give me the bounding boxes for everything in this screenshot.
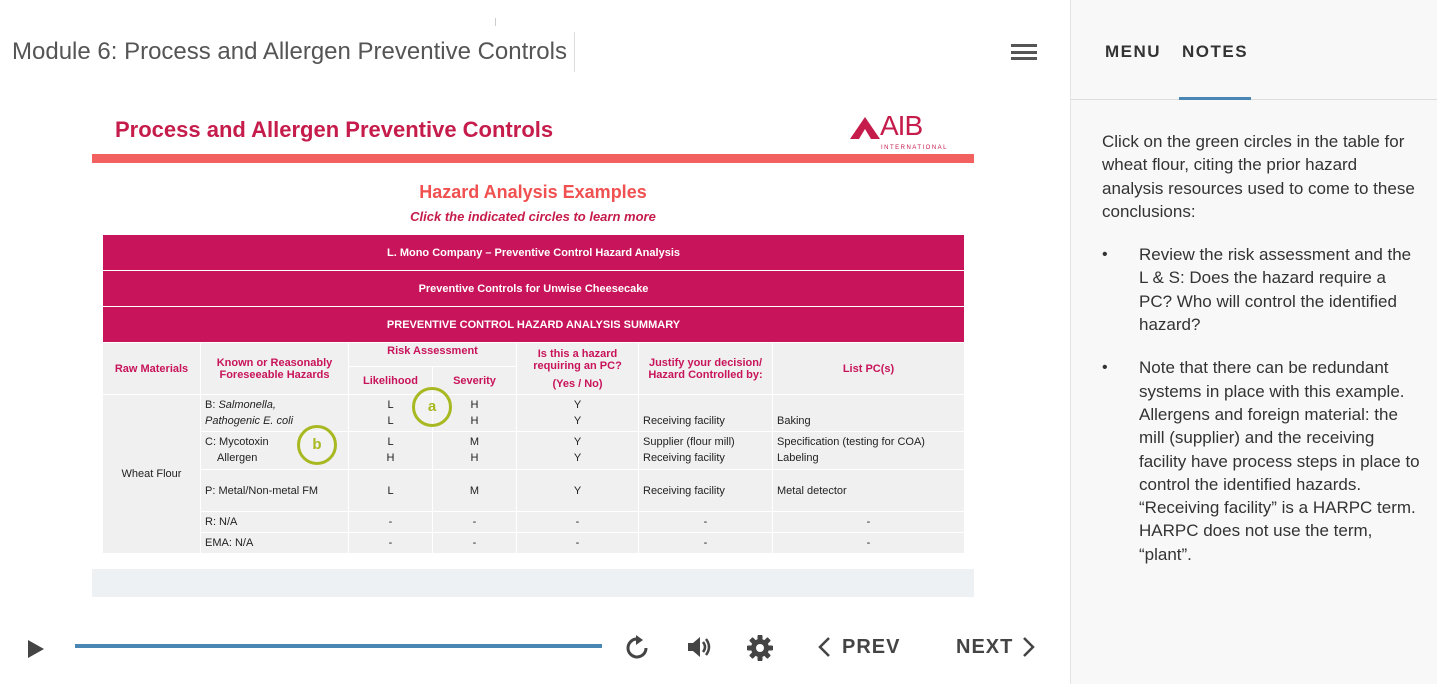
slide-title: Process and Allergen Preventive Controls [115,117,554,142]
column-header: Risk Assessment [349,343,517,367]
justify-cell: Receiving facility [639,470,773,512]
column-header: Raw Materials [103,343,201,395]
likelihood-value: L [387,415,394,427]
header-divider [574,32,575,72]
likelihood-cell: - [349,533,433,554]
hamburger-icon[interactable] [1011,44,1037,60]
play-icon[interactable] [26,639,46,659]
table-row [103,470,965,512]
module-title: Module 6: Process and Allergen Preventive Controls [12,38,567,65]
player-header [0,0,1070,100]
severity-value: H [470,415,479,427]
severity-value: M [469,436,480,448]
next-label: NEXT [956,635,1014,658]
logo-text: AIB [880,110,923,141]
hazard-prefix: B: [205,399,219,411]
column-header-line: Justify your decision/ [648,356,763,369]
slide-canvas [92,105,974,597]
column-header: Severity [433,367,517,395]
chevron-left-icon [816,635,834,659]
pc-list-cell: - [773,512,965,533]
likelihood-value: L [387,399,394,411]
logo-subtext: INTERNATIONAL [880,145,948,151]
table-banner: L. Mono Company – Preventive Control Hazard Analysis [103,235,965,271]
sidebar [1070,0,1437,684]
logo-triangle-icon [850,117,880,139]
raw-material-cell: Wheat Flour [103,395,201,554]
notes-item: • Review the risk assessment and the L & S: Does the hazard require a PC? Who will control the identified hazard? [1102,243,1422,336]
player-controls [0,610,1070,684]
hotspot-circle-a[interactable]: a [412,387,452,427]
column-header-line: Foreseeable Hazards [219,368,330,381]
severity-cell [433,432,517,470]
likelihood-cell: L [349,470,433,512]
pc-required-value: Y [573,415,582,427]
severity-cell: - [433,533,517,554]
hazard-name: Salmonella, [218,399,276,411]
slide-subtitle: Hazard Analysis Examples [419,182,647,202]
table-row [103,512,965,533]
tab-menu[interactable]: MENU [1105,42,1162,61]
likelihood-value: H [386,452,395,464]
severity-value: H [470,452,479,464]
column-header: Likelihood [349,367,433,395]
replay-icon[interactable] [624,635,650,661]
column-header-line: requiring an PC? [533,359,622,372]
volume-icon[interactable] [686,634,714,660]
pc-list-cell [773,395,965,432]
prev-button[interactable] [816,632,900,662]
hazard-cell [201,395,349,432]
notes-intro: Click on the green circles in the table for wheat flour, citing the prior hazard analysis resources used to come to these conclusions: [1102,132,1415,221]
table-row [103,432,965,470]
likelihood-cell [349,432,433,470]
column-header [639,343,773,395]
hazard-cell: EMA: N/A [201,533,349,554]
column-header: List PC(s) [773,343,965,395]
pc-list-cell [773,432,965,470]
pc-required-value: Y [573,436,582,448]
sidebar-tabs [1071,0,1437,100]
justify-value: Supplier (flour mill) [643,436,735,448]
slide-instruction: Click the indicated circles to learn more [410,209,656,224]
pc-list-cell: Metal detector [773,470,965,512]
likelihood-cell: - [349,512,433,533]
justify-value: Receiving facility [643,415,725,427]
severity-cell: M [433,470,517,512]
pc-required-cell [517,395,639,432]
hazard-name: Allergen [217,452,258,464]
column-header-line: Is this a hazard [537,347,618,360]
notes-panel [1102,130,1422,586]
chevron-right-icon [1019,635,1037,659]
justify-cell [639,432,773,470]
hazard-name: C: Mycotoxin [205,436,269,448]
severity-value: H [470,399,479,411]
active-tab-indicator [1179,97,1251,100]
divider [495,18,496,26]
pc-list-value: Baking [777,415,811,427]
pc-required-value: Y [573,399,582,411]
hazard-name: Pathogenic E. coli [205,415,294,427]
notes-item: • Note that there can be redundant systems in place with this example. Allergens and foreign material: the mill (supplier) and the receiving facility have process steps in place to control the identified hazards. “Receiving facility” is a HARPC term. HARPC does not use the term, “plant”. [1102,356,1422,566]
slide-footer-band [92,569,974,597]
pc-list-value: Labeling [777,452,819,464]
table-banner: PREVENTIVE CONTROL HAZARD ANALYSIS SUMMARY [103,307,965,343]
pc-list-value: Specification (testing for COA) [777,436,925,448]
pc-required-cell: - [517,512,639,533]
pc-required-value: Y [573,452,582,464]
justify-cell: - [639,512,773,533]
hazard-cell: P: Metal/Non-metal FM [201,470,349,512]
justify-cell: - [639,533,773,554]
next-button[interactable] [956,632,1037,662]
likelihood-value: L [387,436,394,448]
hotspot-circle-b[interactable]: b [297,425,337,465]
pc-required-cell [517,432,639,470]
column-header-line: Known or Reasonably [216,356,333,369]
table-row [103,533,965,554]
column-header-line: Hazard Controlled by: [648,368,763,381]
hazard-cell: R: N/A [201,512,349,533]
table-banner: Preventive Controls for Unwise Cheesecake [103,271,965,307]
justify-cell [639,395,773,432]
progress-bar[interactable] [75,644,602,648]
justify-value: Receiving facility [643,452,725,464]
column-header [517,343,639,395]
column-header [201,343,349,395]
table-row [103,395,965,432]
tab-notes[interactable]: NOTES [1182,42,1249,61]
pc-list-cell: - [773,533,965,554]
hazard-analysis-table [102,234,965,554]
notes-list [1102,243,1422,566]
pc-required-cell: Y [517,470,639,512]
aib-logo [850,111,950,151]
column-header-line: (Yes / No) [552,377,603,390]
pc-required-cell: - [517,533,639,554]
title-accent-bar [92,154,974,163]
gear-icon[interactable] [746,634,774,662]
prev-label: PREV [842,635,901,658]
severity-cell: - [433,512,517,533]
